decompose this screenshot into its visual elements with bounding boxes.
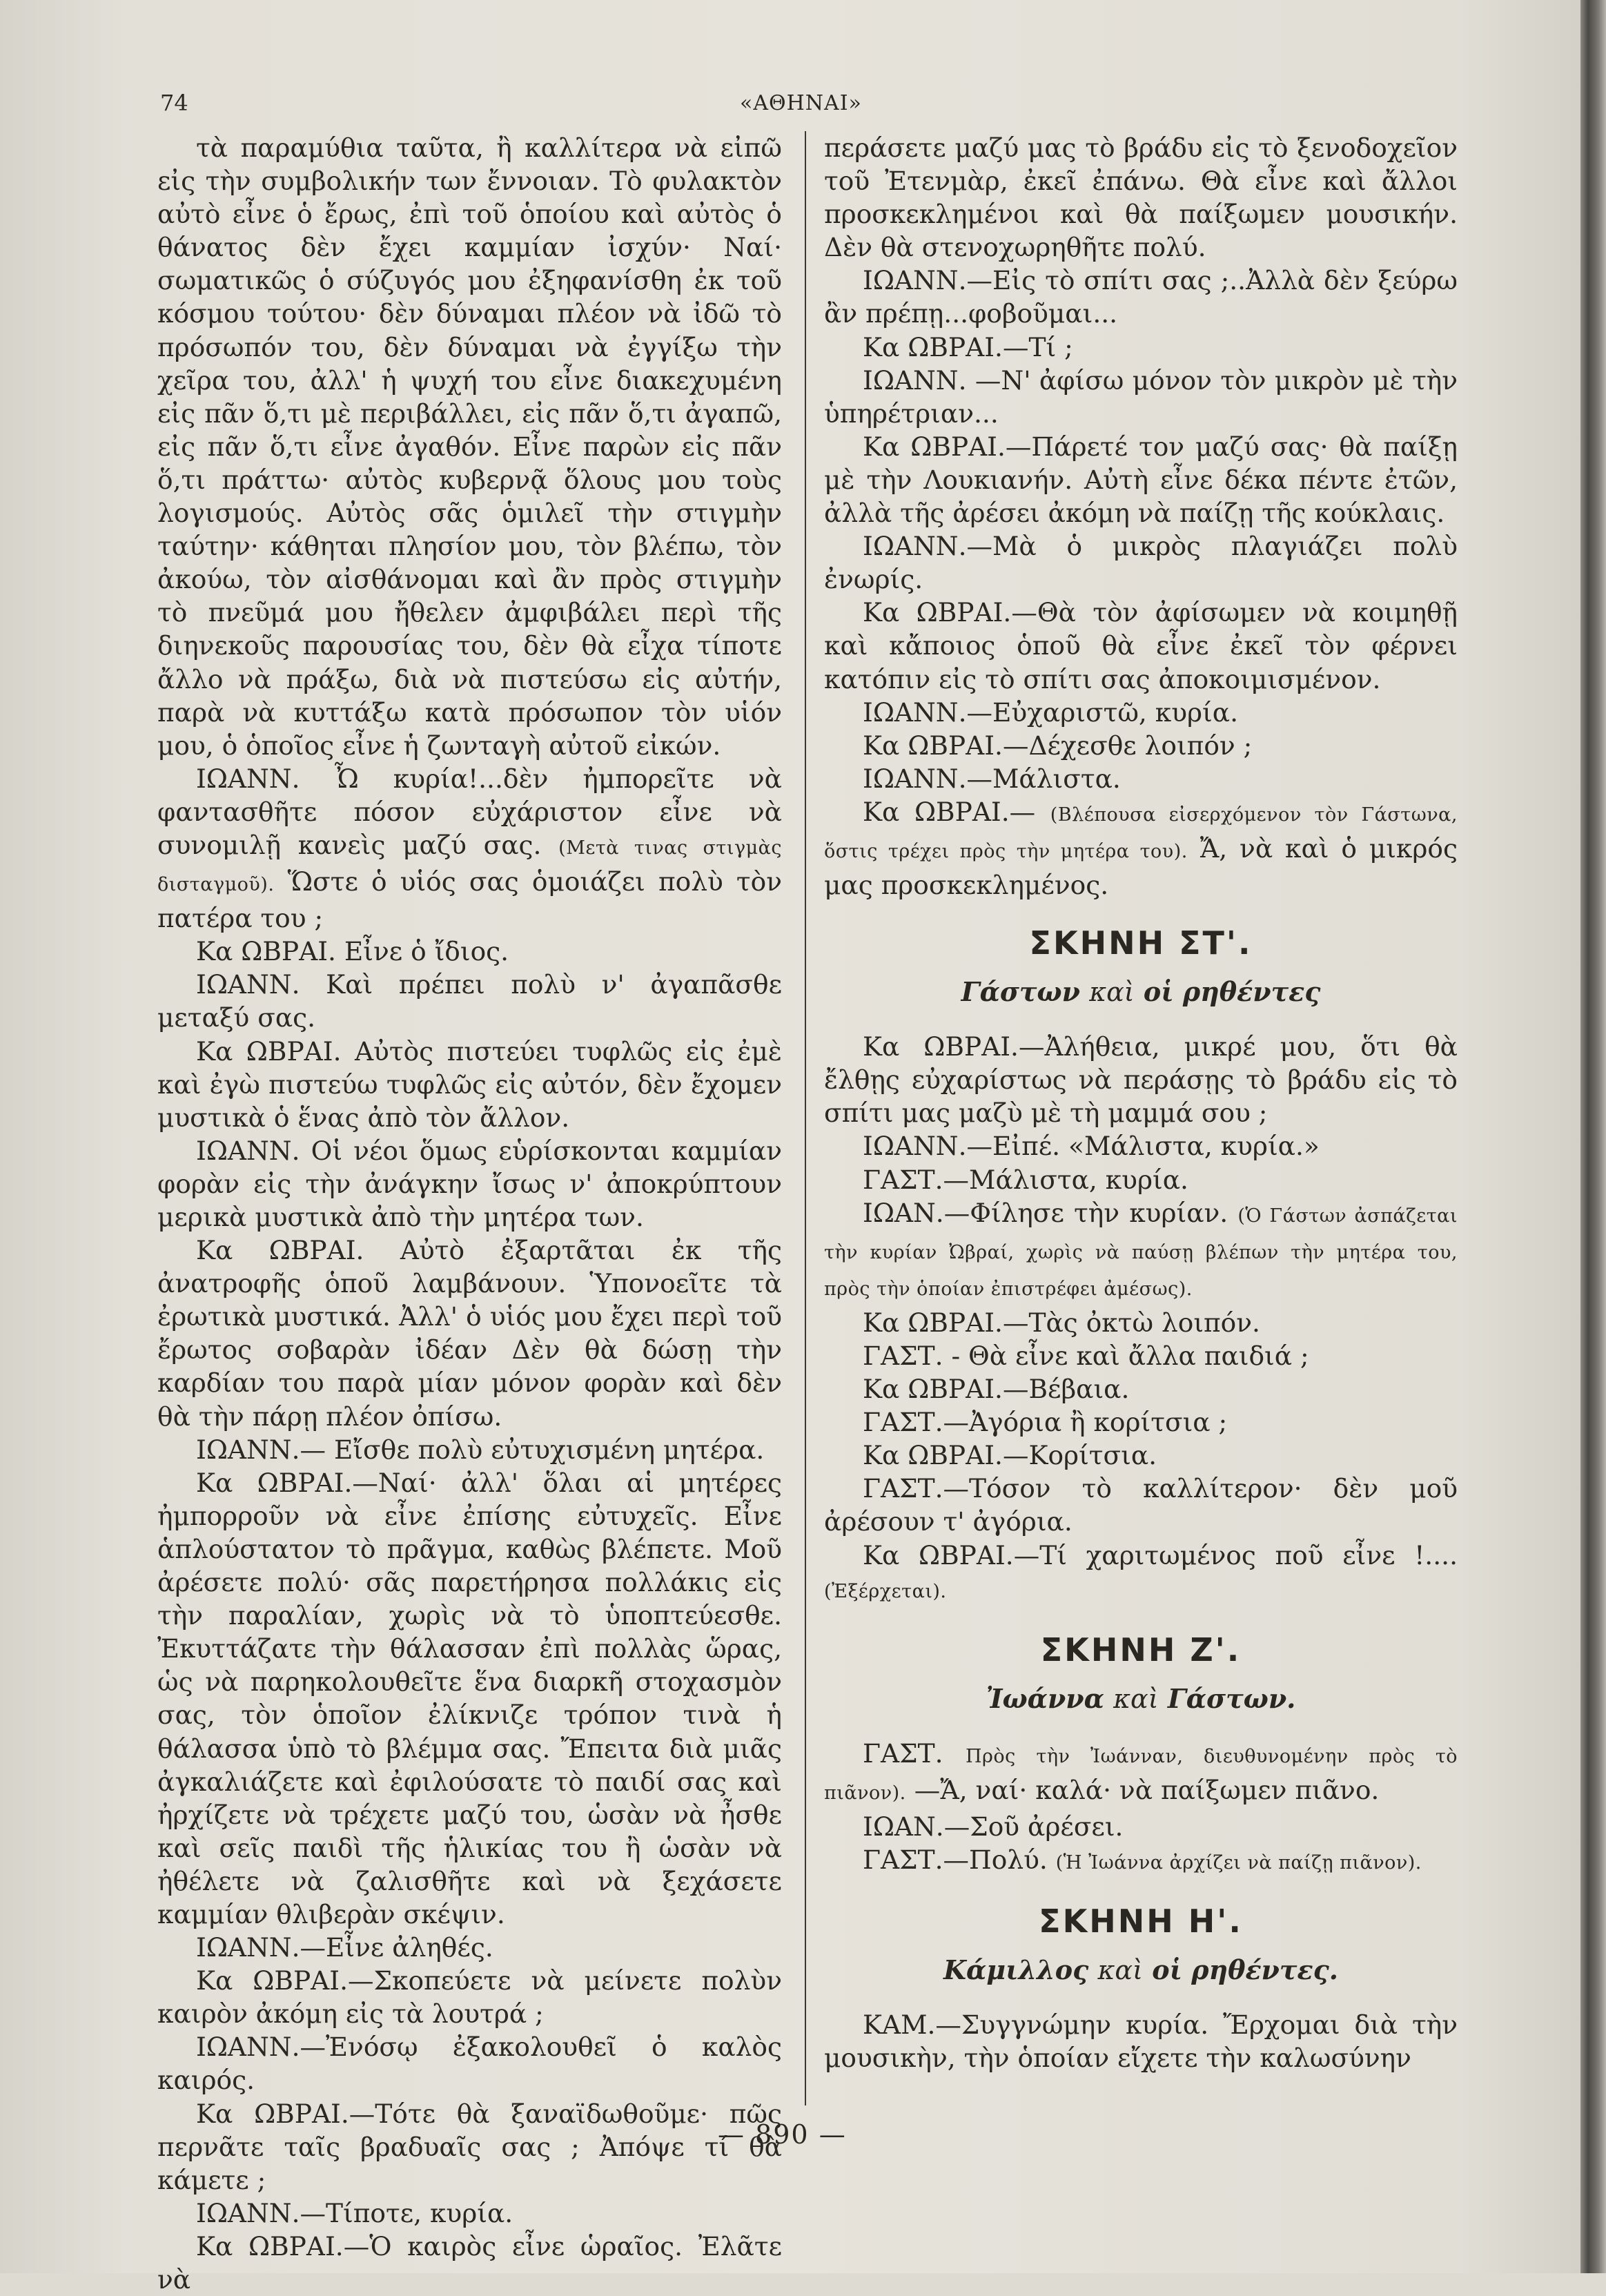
scene-8-title: ΣΚΗΝΗ Η'.	[1039, 1903, 1243, 1940]
page-number-top: 74	[160, 90, 188, 116]
dialogue-paragraph	[157, 1134, 782, 1234]
dialogue-text: Κα ΩΒΡΑΙ. Αὐτὸς πιστεύει τυφλῶς εἰς ἐμὲ καὶ ἐγὼ πιστεύω τυφλῶς εἰς αὐτόν, δὲν ἔχομεν μυστικὰ ὁ ἕνας ἀπὸ τὸν ἄλλον.	[157, 1035, 782, 1133]
dialogue-text: Κα ΩΒΡΑΙ.—Ναί· ἀλλ' ὅλαι αἱ μητέρες ἠμπορροῦν νὰ εἶνε ἐπίσης εὐτυχεῖς. Εἶνε ἁπλούστατον τὸ πρᾶγμα, καθὼς βλέπετε. Μοῦ ἀρέσετε πολύ· σᾶς παρετήρησα πολλάκις εἰς τὴν παραλίαν, χωρὶς νὰ τὸ ὑποπτεύεσθε. Ἐκυττάζατε τὴν θάλασσαν ἐπὶ πολλὰς ὥρας, ὡς νὰ παρηκολουθεῖτε ἕνα διαρκῆ στοχασμὸν σας, τὸν ὁποῖον ἐλίκνιζε τρόπον τινὰ ἡ θάλασσα ὑπὸ τὸ βλέμμα σας. Ἔπειτα διὰ μιᾶς ἀγκαλιάζετε καὶ ἐφιλούσατε τὸ παιδί σας καὶ ἠρχίζετε νὰ τρέχετε μαζύ του, ὡσὰν νὰ ἦσθε καὶ σεῖς παιδὶ τῆς ἡλικίας του ἢ ὡσὰν νὰ ἠθέλετε νὰ ζαλισθῆτε καὶ νὰ ξεχάσετε καμμίαν θλιβερὰν σκέψιν.	[157, 1467, 782, 1929]
dialogue-text: Κα ΩΒΡΑΙ.—Βέβαια.	[863, 1374, 1130, 1405]
dialogue-paragraph	[824, 1030, 1458, 1129]
dialogue-text: ΙΩΑΝΝ.—Εἶνε ἀληθές.	[196, 1932, 493, 1963]
cast-name: Ἰωάννα	[986, 1682, 1104, 1714]
dialogue-paragraph	[157, 1964, 782, 2030]
dialogue-paragraph	[824, 331, 1458, 364]
dialogue-paragraph	[824, 696, 1458, 729]
dialogue-paragraph	[824, 1472, 1458, 1538]
dialogue-paragraph	[824, 1405, 1458, 1439]
dialogue-paragraph	[157, 1035, 782, 1134]
dialogue-text: ΙΩΑΝΝ.—Μὰ ὁ μικρὸς πλαγιάζει πολὺ ἐνωρίς.	[824, 531, 1458, 595]
dialogue-paragraph	[157, 762, 782, 935]
cast-conjunction: καὶ	[1089, 977, 1135, 1008]
dialogue-paragraph	[157, 2230, 782, 2296]
dialogue-text: Κα ΩΒΡΑΙ.—Τί ;	[863, 331, 1073, 362]
dialogue-paragraph	[824, 1306, 1458, 1339]
book-binding-shadow	[1580, 0, 1606, 2273]
dialogue-text: Κα ΩΒΡΑΙ. Εἶνε ὁ ἴδιος.	[196, 936, 509, 967]
dialogue-text: ΙΩΑΝΝ.—Μάλιστα.	[863, 763, 1121, 794]
dialogue-paragraph	[824, 1439, 1458, 1472]
dialogue-text: Κα ΩΒΡΑΙ.—Κορίτσια.	[863, 1440, 1157, 1471]
dialogue-text: ΙΩΑΝΝ.—Τίποτε, κυρία.	[196, 2197, 513, 2228]
dialogue-paragraph	[824, 1196, 1458, 1306]
dialogue-paragraph	[824, 264, 1458, 330]
dialogue-text: ΙΩΑΝΝ. Καὶ πρέπει πολὺ ν' ἀγαπᾶσθε μεταξύ σας.	[157, 969, 782, 1033]
stage-direction: (Ἡ Ἰωάννα ἀρχίζει νὰ παίζῃ πιᾶνον).	[1055, 1852, 1422, 1874]
dialogue-text: ΙΩΑΝΝ.— Εἴσθε πολὺ εὐτυχισμένη μητέρα.	[196, 1434, 765, 1465]
dialogue-paragraph	[157, 968, 782, 1034]
dialogue-text: ΙΩΑΝΝ. —Ν' ἀφίσω μόνον τὸν μικρὸν μὲ τὴν ὑπηρέτριαν...	[824, 364, 1458, 429]
stage-direction: (Μετὰ τινας στιγμὰς δισταγμοῦ).	[157, 837, 782, 896]
dialogue-text: ΓΑΣΤ.—Πολύ.	[863, 1845, 1048, 1876]
stage-direction: (Ἐξέρχεται).	[824, 1580, 947, 1602]
right-column	[824, 131, 1458, 2074]
dialogue-paragraph	[824, 2008, 1458, 2074]
cast-name: Γάστων	[961, 976, 1080, 1008]
cast-conjunction: καὶ	[1113, 1683, 1159, 1714]
dialogue-paragraph	[824, 1339, 1458, 1372]
dialogue-text: τὰ παραμύθια ταῦτα, ἢ καλλίτερα νὰ εἰπῶ εἰς τὴν συμβολικήν των ἔννοιαν. Τὸ φυλακτὸν αὐτὸ εἶνε ὁ ἔρως, ἐπὶ τοῦ ὁποίου καὶ αὐτὸς ὁ θάνατος δὲν ἔχει καμμίαν ἰσχύν· Ναί· σωματικῶς ὁ σύζυγός μου ἐξηφανίσθη ἐκ τοῦ κόσμου τούτου· δὲν δύναμαι πλέον νὰ ἰδῶ τὸ πρόσωπόν του, δὲν δύναμαι νὰ ἐγγίξω τὴν χεῖρα του, ἀλλ' ἡ ψυχή του εἶνε διακεχυμένη εἰς πᾶν ὅ,τι μὲ περιβάλλει, εἰς πᾶν ὅ,τι ἀγαπῶ, εἰς πᾶν ὅ,τι εἶνε ἀγαθόν. Εἶνε παρὼν εἰς πᾶν ὅ,τι πράττω· αὐτὸς κυβερνᾷ ὅλους μου τοὺς λογισμούς. Αὐτὸς σᾶς ὁμιλεῖ τὴν στιγμὴν ταύτην· κάθηται πλησίον μου, τὸν βλέπω, τὸν ἀκούω, τὸν αἰσθάνομαι καὶ ἂν πρὸς στιγμὴν τὸ πνεῦμά μου ἤθελεν ἀμφιβάλει περὶ τῆς διηνεκοῦς παρουσίας του, δὲν θὰ εἶχα τίποτε ἄλλο νὰ πράξω, διὰ νὰ πιστεύσω εἰς αὐτήν, παρὰ νὰ κυττάξω κατὰ πρόσωπον τὸν υἱόν μου, ὁ ὁποῖος εἶνε ἡ ζωνταγὴ αὐτοῦ εἰκών.	[157, 133, 782, 761]
dialogue-paragraph	[824, 1372, 1458, 1405]
dialogue-text: ΙΩΑΝΝ. Οἱ νέοι ὅμως εὑρίσκονται καμμίαν φορὰν εἰς τὴν ἀνάγκην ἴσως ν' ἀποκρύπτουν μερικὰ μυστικὰ ἀπὸ τὴν μητέρα των.	[157, 1135, 782, 1232]
dialogue-text: ΓΑΣΤ.	[863, 1738, 943, 1769]
dialogue-paragraph	[157, 1234, 782, 1433]
dialogue-text: ΚΑΜ.—Συγγνώμην κυρία. Ἔρχομαι διὰ τὴν μουσικὴν, τὴν ὁποίαν εἴχετε τὴν καλωσύνην	[824, 2010, 1458, 2074]
dialogue-text: Κα ΩΒΡΑΙ. Αὐτὸ ἐξαρτᾶται ἐκ τῆς ἀνατροφῆς ὁποῦ λαμβάνουν. Ὑπονοεῖτε τὰ ἐρωτικὰ μυστικά. Ἀλλ' ὁ υἱός μου ἔχει περὶ τοῦ ἔρωτος σοβαρὰν ἰδέαν Δὲν θὰ δώσῃ τὴν καρδίαν του παρὰ μίαν μόνον φορὰν καὶ δὲν θὰ τὴν πάρῃ πλέον ὀπίσω.	[157, 1235, 782, 1432]
dialogue-paragraph	[824, 1843, 1458, 1880]
dialogue-text: περάσετε μαζύ μας τὸ βράδυ εἰς τὸ ξενοδοχεῖον τοῦ Ἐτενμὰρ, ἐκεῖ ἐπάνω. Θὰ εἶνε καὶ ἄλλοι προσκεκλημένοι καὶ θὰ παίξωμεν μουσικήν. Δὲν θὰ στενοχωρηθῆτε πολύ.	[824, 133, 1458, 263]
cast-name: Γάστων.	[1167, 1682, 1296, 1714]
dialogue-text: Κα ΩΒΡΑΙ.—Θὰ τὸν ἀφίσωμεν νὰ κοιμηθῇ καὶ κἄποιος ὁποῦ θὰ εἶνε ἐκεῖ τὸν φέρνει κατόπιν εἰς τὸ σπίτι σας ἀποκοιμισμένον.	[824, 597, 1458, 694]
dialogue-paragraph	[157, 2097, 782, 2197]
cast-name: Κάμιλλος	[943, 1954, 1089, 1986]
dialogue-text: ΓΑΣΤ. - Θὰ εἶνε καὶ ἄλλα παιδιά ;	[863, 1341, 1309, 1371]
dialogue-text: ΙΩΑΝ.—Σοῦ ἀρέσει.	[863, 1811, 1124, 1842]
dialogue-text: Κα ΩΒΡΑΙ.—Πάρετέ τον μαζύ σας· θὰ παίξῃ μὲ τὴν Λουκιανήν. Αὐτὴ εἶνε δέκα πέντε ἐτῶν, ἀλλὰ τῆς ἀρέσει ἀκόμη νὰ παίζῃ τῆς κούκλαις.	[824, 431, 1458, 529]
scene-6-cast	[824, 973, 1458, 1011]
scene-7-title: ΣΚΗΝΗ Ζ'.	[1040, 1631, 1242, 1669]
dialogue-text: ΓΑΣΤ.—Ἀγόρια ἢ κορίτσια ;	[863, 1407, 1228, 1438]
journal-title: «ΑΘΗΝΑΙ»	[740, 91, 862, 115]
dialogue-text: ΙΩΑΝ.—Φίλησε τὴν κυρίαν.	[863, 1197, 1228, 1228]
dialogue-paragraph	[157, 1433, 782, 1466]
dialogue-text: Ἄ, νὰ καὶ ὁ μικρός μας προσκεκλημένος.	[824, 833, 1458, 901]
dialogue-paragraph	[157, 935, 782, 968]
left-column	[157, 131, 782, 2296]
dialogue-text: Κα ΩΒΡΑΙ.—Δέχεσθε λοιπόν ;	[863, 730, 1253, 761]
dialogue-paragraph	[824, 1539, 1458, 1608]
cast-name: οἱ ρηθέντες.	[1152, 1954, 1338, 1986]
dialogue-text: ΙΩΑΝΝ. Ὦ κυρία!...δὲν ἠμπορεῖτε νὰ φαντασθῆτε πόσον εὐχάριστον εἶνε νὰ συνομιλῇ κανεὶς μαζύ σας.	[157, 763, 782, 860]
dialogue-text: —Ἄ, ναί· καλά· νὰ παίξωμεν πιᾶνο.	[914, 1774, 1380, 1805]
scene-8-cast	[824, 1952, 1458, 1989]
dialogue-text: Κα ΩΒΡΑΙ.—	[863, 796, 1036, 827]
dialogue-text: Ὥστε ὁ υἱός σας ὁμοιάζει πολὺ τὸν πατέρα του ;	[157, 866, 782, 934]
dialogue-text: ΙΩΑΝΝ.—Εἰπέ. «Μάλιστα, κυρία.»	[863, 1131, 1320, 1162]
dialogue-text: ΓΑΣΤ.—Μάλιστα, κυρία.	[863, 1164, 1188, 1195]
scene-6-title: ΣΚΗΝΗ ΣΤ'.	[1029, 924, 1253, 962]
dialogue-text: Κα ΩΒΡΑΙ.—Ὁ καιρὸς εἶνε ὡραῖος. Ἐλᾶτε νὰ	[157, 2230, 782, 2295]
dialogue-text: Κα ΩΒΡΑΙ.—Σκοπεύετε νὰ μείνετε πολὺν καιρὸν ἀκόμη εἰς τὰ λουτρά ;	[157, 1965, 782, 2030]
monologue-paragraph	[157, 131, 782, 762]
dialogue-text: Κα ΩΒΡΑΙ.—Τί χαριτωμένος ποῦ εἶνε !....	[863, 1539, 1458, 1570]
dialogue-text: Κα ΩΒΡΑΙ.—Ἀλήθεια, μικρέ μου, ὅτι θὰ ἔλθῃς εὐχαρίστως νὰ περάσῃς τὸ βράδυ εἰς τὸ σπίτι μας μαζὺ μὲ τὴ μαμμά σου ;	[824, 1031, 1458, 1129]
dialogue-text: ΙΩΑΝΝ.—Εἰς τὸ σπίτι σας ;..Ἀλλὰ δὲν ξεύρω ἂν πρέπῃ...φοβοῦμαι...	[824, 265, 1458, 329]
scene-7-cast	[824, 1680, 1458, 1718]
dialogue-paragraph	[824, 762, 1458, 795]
cast-conjunction: καὶ	[1097, 1955, 1143, 1986]
cast-name: οἱ ρηθέντες	[1143, 976, 1321, 1008]
stage-direction: (Ὁ Γάστων ἀσπάζεται τὴν κυρίαν Ὠβραί, χωρὶς νὰ παύσῃ βλέπων τὴν μητέρα του, πρὸς τὴν ὁποίαν ἐπιστρέφει ἀμέσως).	[824, 1205, 1458, 1300]
dialogue-paragraph	[157, 1466, 782, 1931]
dialogue-paragraph	[824, 1737, 1458, 1810]
dialogue-text: ΙΩΑΝΝ.—Ἐνόσῳ ἐξακολουθεῖ ὁ καλὸς καιρός.	[157, 2032, 782, 2096]
dialogue-paragraph	[824, 529, 1458, 596]
dialogue-paragraph	[824, 795, 1458, 902]
dialogue-text: Κα ΩΒΡΑΙ.—Τότε θὰ ξαναϊδωθοῦμε· πῶς περνᾶτε ταῖς βραδυαῖς σας ; Ἀπόψε τί θὰ κάμετε ;	[157, 2098, 782, 2195]
dialogue-text: ΓΑΣΤ.—Τόσον τὸ καλλίτερον· δὲν μοῦ ἀρέσουν τ' ἀγόρια.	[824, 1473, 1458, 1537]
dialogue-paragraph	[824, 131, 1458, 264]
stage-direction: Πρὸς τὴν Ἰωάνναν, διευθυνομένην πρὸς τὸ πιᾶνον).	[824, 1745, 1458, 1804]
dialogue-paragraph	[824, 364, 1458, 430]
page-number-bottom: — 890 —	[718, 2119, 847, 2150]
dialogue-paragraph	[824, 1810, 1458, 1843]
dialogue-paragraph	[824, 1129, 1458, 1162]
dialogue-paragraph	[824, 430, 1458, 529]
dialogue-paragraph	[157, 2030, 782, 2096]
dialogue-text: ΙΩΑΝΝ.—Εὐχαριστῶ, κυρία.	[863, 697, 1238, 728]
dialogue-paragraph	[157, 2197, 782, 2230]
dialogue-text: Κα ΩΒΡΑΙ.—Τὰς ὀκτὼ λοιπόν.	[863, 1307, 1260, 1338]
dialogue-paragraph	[824, 729, 1458, 762]
dialogue-paragraph	[157, 1931, 782, 1964]
stage-direction: (Βλέπουσα εἰσερχόμενον τὸν Γάστωνα, ὅστις τρέχει πρὸς τὴν μητέρα του).	[824, 804, 1458, 862]
dialogue-paragraph	[824, 1163, 1458, 1196]
column-divider	[805, 131, 806, 2105]
dialogue-paragraph	[824, 596, 1458, 695]
